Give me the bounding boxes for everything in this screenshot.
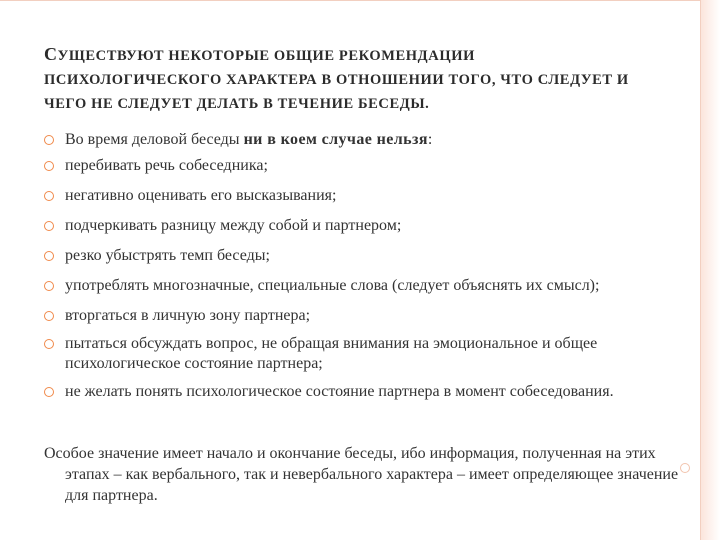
list-item <box>44 334 674 374</box>
recommendation-list <box>44 130 674 402</box>
slide-title <box>44 42 684 116</box>
circle-bullet-icon <box>44 251 54 261</box>
closing-paragraph: Особое значение имеет начало и окончание беседы, ибо информация, полученная на этих этапах – как вербального, так и невербального характера – имеет определяющее значение для партнера. <box>44 445 679 504</box>
list-item <box>44 276 674 296</box>
list-item <box>44 306 674 326</box>
list-item-text: подчеркивать разницу между собой и партнером; <box>65 217 402 234</box>
list-item-text: вторгаться в личную зону партнера; <box>65 307 311 324</box>
intro-prefix: Во время деловой беседы <box>65 131 244 148</box>
slide-border-top <box>0 0 700 1</box>
list-item <box>44 156 674 176</box>
circle-bullet-icon <box>44 311 54 321</box>
slide-border-shade <box>701 0 720 540</box>
list-item-text: употреблять многозначные, специальные слова (следует объяснять их смысл); <box>65 277 600 294</box>
circle-bullet-icon <box>44 339 54 349</box>
circle-bullet-icon <box>44 161 54 171</box>
list-item <box>44 382 674 402</box>
title-line-2: ПСИХОЛОГИЧЕСКОГО ХАРАКТЕРА В ОТНОШЕНИИ ТОГО, ЧТО СЛЕДУЕТ И <box>44 72 629 88</box>
list-item-text: не желать понять психологическое состояние партнера в момент собеседования. <box>65 383 614 400</box>
title-line-3: ЧЕГО НЕ СЛЕДУЕТ ДЕЛАТЬ В ТЕЧЕНИЕ БЕСЕДЫ. <box>44 96 430 112</box>
circle-bullet-icon <box>44 387 54 397</box>
intro-suffix: : <box>427 131 433 148</box>
decorative-circle-icon <box>680 463 690 473</box>
intro-emphasis: ни в коем случае нельзя <box>243 131 428 148</box>
list-item <box>44 186 674 206</box>
list-item-text: перебивать речь собеседника; <box>65 157 268 174</box>
list-item-intro <box>44 130 674 150</box>
list-item-text: пытаться обсуждать вопрос, не обращая внимания на эмоциональное и общее психологическое состояние партнера; <box>65 335 598 372</box>
title-initial: С <box>44 44 58 64</box>
list-item-text: негативно оценивать его высказывания; <box>65 187 337 204</box>
circle-bullet-icon <box>44 221 54 231</box>
circle-bullet-icon <box>44 281 54 291</box>
title-line-1: СУЩЕСТВУЮТ НЕКОТОРЫЕ ОБЩИЕ РЕКОМЕНДАЦИИ <box>44 44 475 64</box>
circle-bullet-icon <box>44 135 54 145</box>
list-item <box>44 216 674 236</box>
list-item-text: резко убыстрять темп беседы; <box>65 247 270 264</box>
list-item <box>44 246 674 266</box>
circle-bullet-icon <box>44 191 54 201</box>
